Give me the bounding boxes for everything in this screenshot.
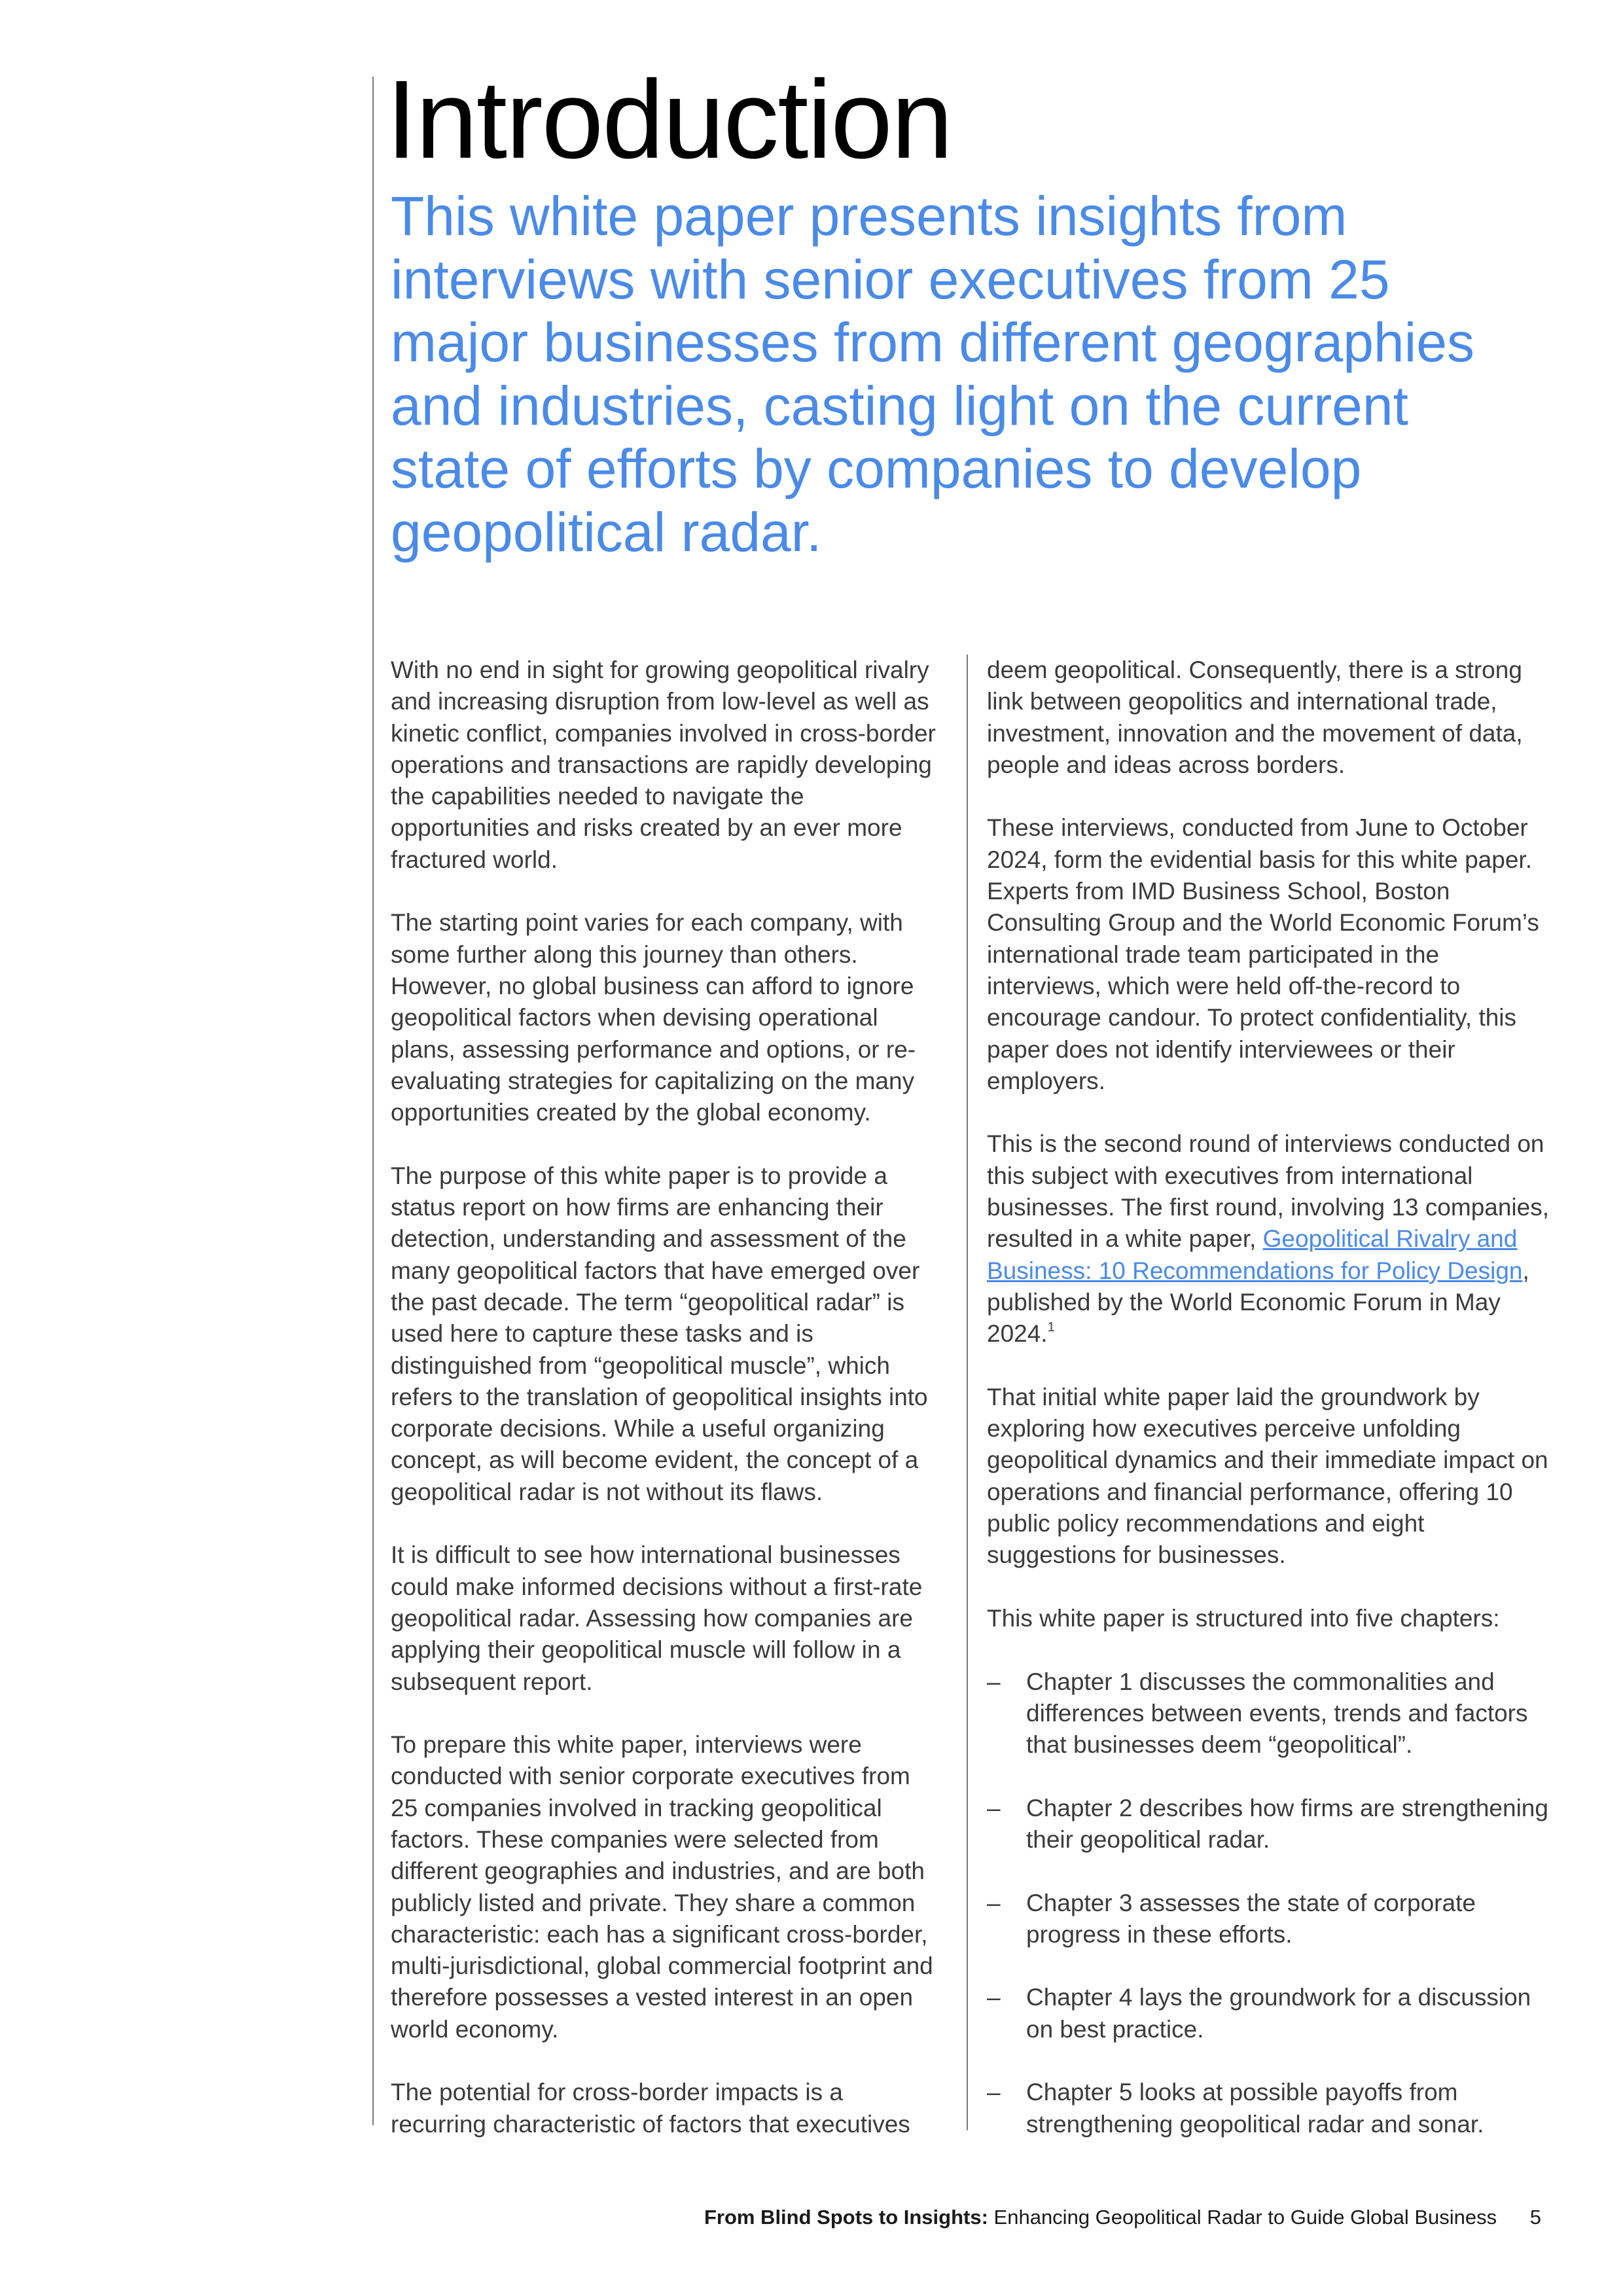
paragraph-text: This is the second round of interviews conducted on this subject with executives from international businesses. The first round, involving 13 companies, resulted in a white paper,: [987, 1130, 1550, 1253]
list-item-text: Chapter 4 lays the groundwork for a discussion on best practice.: [1026, 1984, 1531, 2043]
dash-bullet: –: [987, 2079, 1001, 2106]
body-paragraph: It is difficult to see how international businesses could make informed decisions without a first-rate geopolitical radar. Assessing how companies are applying their geopolitical muscle will follow in a subsequent report.: [391, 1541, 923, 1695]
paragraph-text: , published by the World Economic Forum in May 2024.: [987, 1257, 1529, 1348]
list-item-text: Chapter 5 looks at possible payoffs from strengthening geopolitical radar and sonar.: [1026, 2079, 1484, 2138]
body-paragraph: deem geopolitical. Consequently, there is a strong link between geopolitics and international trade, investment, innovation and the movement of data, people and ideas across borders.: [987, 656, 1523, 778]
body-paragraph: The purpose of this white paper is to provide a status report on how firms are enhancing their detection, understanding and assessment of the many geopolitical factors that have emerged over the past decade. The term “geopolitical radar” is used here to capture these tasks and is distinguished from “geopolitical muscle”, which refers to the translation of geopolitical insights into corporate decisions. While a useful organizing concept, as will become evident, the concept of a geopolitical radar is not without its flaws.: [391, 1162, 928, 1505]
list-item: [987, 1793, 1556, 1856]
list-item-text: Chapter 2 describes how firms are strengthening their geopolitical radar.: [1026, 1794, 1548, 1853]
dash-bullet: –: [987, 1984, 1001, 2011]
right-column: [987, 655, 1556, 2172]
body-paragraph: That initial white paper laid the groundwork by exploring how executives perceive unfolding geopolitical dynamics and their immediate impact on operations and financial performance, offering 10 public policy recommendations and eight suggestions for businesses.: [987, 1383, 1548, 1569]
list-item-text: Chapter 3 assesses the state of corporate progress in these efforts.: [1026, 1889, 1476, 1948]
chapter-list: [987, 1666, 1556, 2140]
body-paragraph: To prepare this white paper, interviews were conducted with senior corporate executives from 25 companies involved in tracking geopolitical factors. These companies were selected from different geographies and industries, and are both publicly listed and private. They share a common characteristic: each has a significant cross-border, multi-jurisdictional, global commercial footprint and therefore possesses a vested interest in an open world economy.: [391, 1731, 933, 2043]
body-paragraph: These interviews, conducted from June to October 2024, form the evidential basis for this white paper. Experts from IMD Business School, Boston Consulting Group and the World Economic Forum’s international trade team participated in the interviews, which were held off-the-record to encourage candour. To protect confidentiality, this paper does not identify interviewees or their employers.: [987, 814, 1539, 1094]
body-paragraph: The starting point varies for each company, with some further along this journey than others. However, no global business can afford to ignore geopolitical factors when devising operational plans, assessing performance and options, or re-evaluating strategies for capitalizing on the many opportunities created by the global economy.: [391, 909, 916, 1126]
list-item-text: Chapter 1 discusses the commonalities and differences between events, trends and factors that businesses deem “geopolitical”.: [1026, 1668, 1528, 1759]
left-column: [391, 655, 940, 2172]
page-number: 5: [1529, 2206, 1541, 2229]
dash-bullet: –: [987, 1889, 1001, 1916]
body-paragraph: With no end in sight for growing geopolitical rivalry and increasing disruption from low-level as well as kinetic conflict, companies involved in cross-border operations and transactions are rapidly developing the capabilities needed to navigate the opportunities and risks created by an ever more fractured world.: [391, 656, 936, 873]
dash-bullet: –: [987, 1794, 1001, 1821]
body-paragraph: This white paper is structured into five chapters:: [987, 1604, 1500, 1632]
dash-bullet: –: [987, 1668, 1001, 1695]
footer-title-bold: From Blind Spots to Insights:: [704, 2206, 988, 2229]
page-footer: [704, 2204, 1541, 2231]
list-item: [987, 1666, 1556, 1761]
white-paper-link[interactable]: Geopolitical Rivalry and Business: 10 Recommendations for Policy Design: [987, 1225, 1523, 1284]
list-item: [987, 1982, 1556, 2045]
body-paragraph: The potential for cross-border impacts is a recurring characteristic of factors that executives: [391, 2079, 910, 2138]
list-item: [987, 1888, 1556, 1951]
page-title: Introduction: [386, 58, 952, 182]
footer-title-rest: Enhancing Geopolitical Radar to Guide Global Business: [993, 2206, 1497, 2229]
list-item: [987, 2077, 1556, 2140]
lead-paragraph: This white paper presents insights from interviews with senior executives from 25 major businesses from different geographies and industries, casting light on the current state of efforts by companies to develop geopolitical radar.: [391, 185, 1475, 563]
body-paragraph: [987, 1128, 1556, 1350]
left-margin-rule: [372, 77, 374, 2125]
footnote-marker: 1: [1047, 1320, 1055, 1335]
column-divider-rule: [967, 655, 968, 2130]
